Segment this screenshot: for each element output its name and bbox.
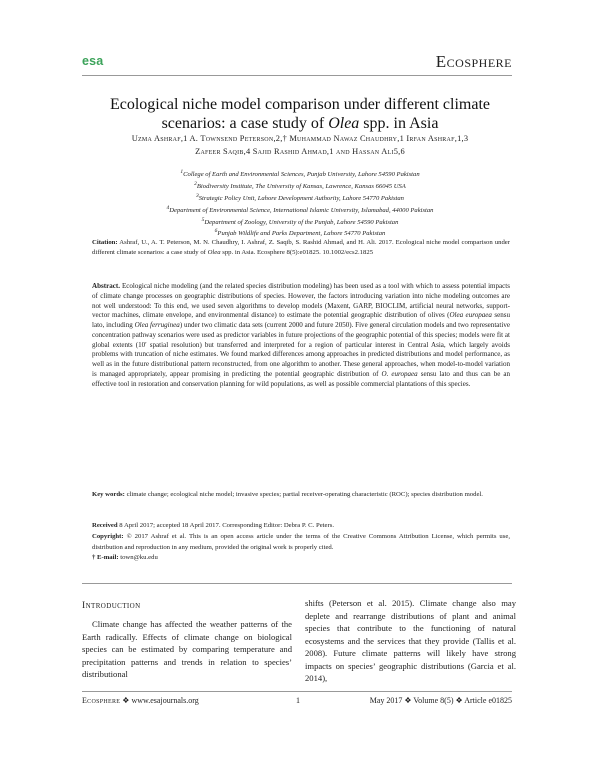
received-line: Received 8 April 2017; accepted 18 April 2017. Corresponding Editor: Debra P. C. Peters. <box>92 522 335 529</box>
affiliations <box>60 168 540 239</box>
copyright-line: Copyright: © 2017 Ashraf et al. This is an open access article under the terms of the Creative Commons Attribution License, which permits use, distribution and reproduction in any medium, provided the original work is properly cited. <box>92 532 510 551</box>
citation: Citation: Ashraf, U., A. T. Peterson, M. N. Chaudhry, I. Ashraf, Z. Saqib, S. Rashid Ahmad, and H. Ali. 2017. Ecological niche model comparison under different climate scenarios: a case study of Olea spp. in Asia. Ecosphere 8(5):e01825. 10.1002/ecs2.1825 <box>92 239 510 256</box>
footer-issue: May 2017 ❖ Volume 8(5) ❖ Article e01825 <box>369 696 512 705</box>
footer-website-link[interactable]: www.esajournals.org <box>131 696 199 705</box>
header-divider <box>82 75 512 76</box>
intro-right-column: shifts (Peterson et al. 2015). Climate change also may deplete and rearrange distributions of plant and animal species that contribute to the functioning of natural ecosystems and the services that they provide (Tallis et al. 2008). Future climate patterns will likely have strong impacts on species’ geographic distributions (Garcia et al. 2014), <box>305 598 516 683</box>
affiliation: $^6$Punjab Wildlife and Parks Department, Lahore 54770 Pakistan <box>214 228 386 238</box>
email-link[interactable]: town@ku.edu <box>118 554 158 562</box>
title-line-2 <box>60 114 540 133</box>
email-line: † E-mail: town@ku.edu <box>92 554 158 562</box>
affiliation: $^1$College of Earth and Environmental Sciences, Punjab University, Lahore 54590 Pakistan <box>180 169 420 179</box>
footer-divider <box>82 691 512 692</box>
abstract: Abstract. Ecological niche modeling (and the related species distribution modeling) has been used as a tool with which to assess potential impacts of climate change processes on geographic distributions of species. However, the factors introducing variation into niche modeling outcomes are not well understood: To this end, we used seven algorithms to develop models (Maxent, GARP, BIOCLIM, artificial neural networks, support-vector machines, climate envelope, and environmental distance) to estimate the potential geographic distribution of olives (Olea europaea sensu lato, including Olea ferruginea) under two climatic data sets (current 2000 and future 2050). Five general circulation models and two representative concentration pathway scenarios were used as predictor variables in future projections of the geographic potential of this species; models were fit at global extents (10′ spatial resolution) but transferred and interpreted for a region of particular interest in Central Asia, which largely avoids problems with truncation of niche estimates. We found marked differences among approaches in predicted distributions and model performance, as well as in the future distributional pattern reconstructed, from one algorithm to another. These general approaches, when model-to-model variation is managed appropriately, appear promising in predicting the potential geographic distribution of O. europaea sensu lato and thus can be an effective tool in restoration and conservation planning for wild populations, as well as possible commercial plantations of this species. <box>92 282 511 388</box>
author-list <box>60 133 540 158</box>
keywords-label: Key words: <box>92 491 125 498</box>
affiliation: $^4$Department of Environmental Science, International Islamic University, Islamabad, 44000 Pakistan <box>166 204 434 214</box>
author-line-2: Zafeer Saqib,4 Sajid Rashid Ahmad,1 and Hassan Ali5,6 <box>195 146 405 156</box>
intro-left-column: Climate change has affected the weather patterns of the Earth radically. Effects of climate change on biological species can be estimated by comparing temperature and precipitation patterns and trends in relation to species’ distributional <box>82 619 292 679</box>
footer-left: Ecosphere ❖ www.esajournals.org <box>82 696 199 705</box>
keywords: Key words: climate change; ecological niche model; invasive species; partial receiver-operating characteristic (ROC); species distribution model. <box>92 491 483 498</box>
title-line-1: Ecological niche model comparison under different climate <box>109 96 490 113</box>
section-divider <box>82 583 512 584</box>
affiliation: $^3$Strategic Policy Unit, Lahore Development Authority, Lahore 54770 Pakistan <box>196 192 404 202</box>
affiliation: $^2$Biodiversity Institute, The University of Kansas, Lawrence, Kansas 66045 USA <box>194 180 406 191</box>
article-title <box>60 95 540 133</box>
title-line-2-post: spp. in Asia <box>359 115 439 132</box>
affiliation: $^5$Department of Zoology, University of the Punjab, Lahore 54590 Pakistan <box>201 216 399 226</box>
footer-journal: Ecosphere <box>82 696 121 705</box>
title-line-2-pre: scenarios: a case study of <box>161 115 329 132</box>
journal-name: Ecosphere <box>435 52 512 71</box>
esa-logo: esa <box>82 54 104 68</box>
article-history <box>92 521 510 564</box>
introduction-heading: Introduction <box>82 600 141 611</box>
page-number: 1 <box>296 696 300 705</box>
title-genus: Olea <box>328 115 360 132</box>
author-line-1: Uzma Ashraf,1 A. Townsend Peterson,2,† Muhammad Nawaz Chaudhry,1 Irfan Ashraf,1,3 <box>131 134 469 143</box>
abstract-label: Abstract. <box>92 282 120 290</box>
citation-label: Citation: <box>92 239 118 246</box>
